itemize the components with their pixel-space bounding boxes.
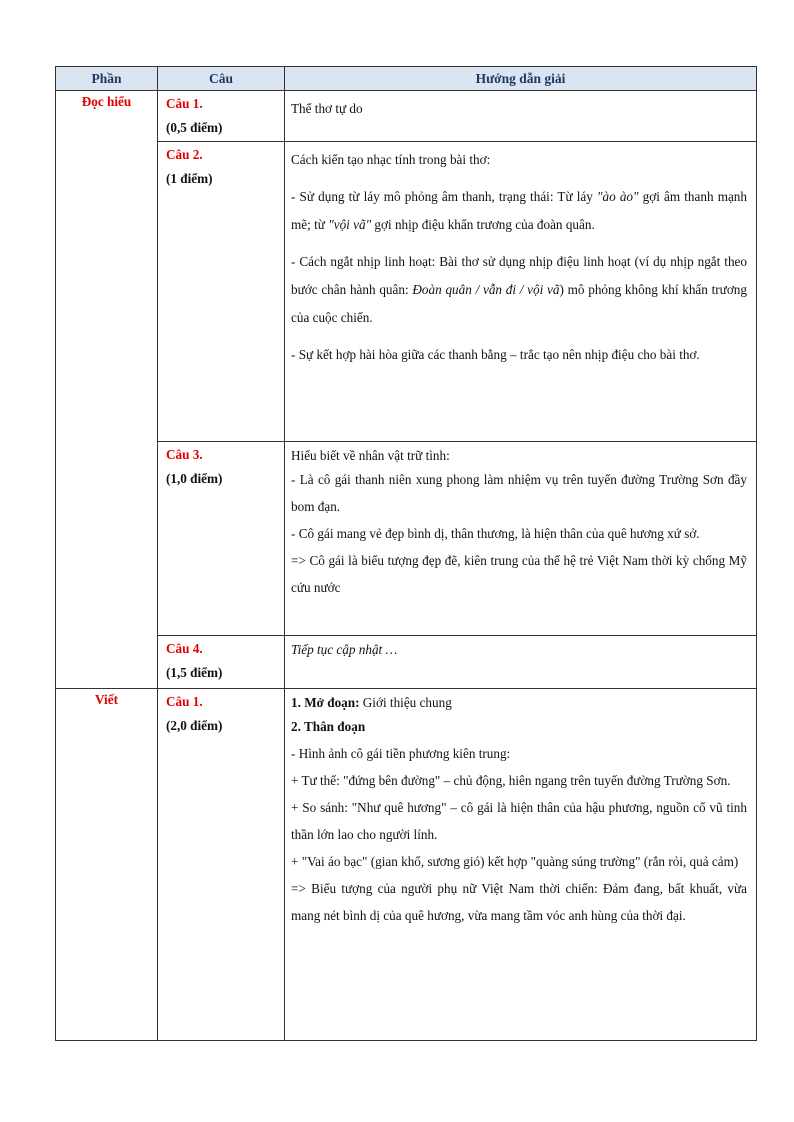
answer-bullet: - Sự kết hợp hài hòa giữa các thanh bằng – trắc tạo nên nhịp điệu cho bài thơ. xyxy=(291,347,700,362)
answer-line: Hiểu biết về nhân vật trữ tình: xyxy=(291,448,450,463)
answer-cell xyxy=(285,442,757,636)
question-number: Câu 3. xyxy=(166,447,203,462)
answer-cell xyxy=(285,91,757,142)
answer-line: => Biểu tượng của người phụ nữ Việt Nam thời chiến: Đảm đang, bất khuất, vừa mang nét bình dị của quê hương, vừa mang tầm vóc anh hùng của thời đại. xyxy=(291,881,747,923)
question-points: (1,0 điểm) xyxy=(166,471,223,486)
section-doc-hieu: Đọc hiểu xyxy=(56,91,158,689)
answer-cell xyxy=(285,142,757,442)
table-row xyxy=(56,142,757,442)
header-phan: Phần xyxy=(56,67,158,91)
question-points: (0,5 điểm) xyxy=(166,120,223,135)
question-points: (1,5 điểm) xyxy=(166,665,223,680)
answer-line: + So sánh: "Như quê hương" – cô gái là hiện thân của hậu phương, nguồn cổ vũ tinh thần lớn lao cho người lính. xyxy=(291,800,747,842)
answer-line: 2. Thân đoạn xyxy=(291,719,366,734)
header-cau: Câu xyxy=(158,67,285,91)
header-huong-dan: Hướng dẫn giải xyxy=(285,67,757,91)
question-cell xyxy=(158,636,285,689)
answer-table xyxy=(55,66,757,1041)
answer-line: - Cô gái mang vẻ đẹp bình dị, thân thương, là hiện thân của quê hương xứ sở. xyxy=(291,526,700,541)
answer-line: + Tư thế: "đứng bên đường" – chủ động, hiên ngang trên tuyến đường Trường Sơn. xyxy=(291,773,731,788)
section-viet: Viết xyxy=(56,689,158,1041)
question-points: (2,0 điểm) xyxy=(166,718,223,733)
answer-text: Tiếp tục cập nhật … xyxy=(291,642,398,657)
answer-bullet: - Sử dụng từ láy mô phỏng âm thanh, trạng thái: Từ láy "ào ào" gợi âm thanh mạnh mẽ; từ "vội vã" gợi nhịp điệu khẩn trương của đoàn quân. xyxy=(291,189,747,232)
question-cell xyxy=(158,91,285,142)
answer-line: + "Vai áo bạc" (gian khổ, sương gió) kết hợp "quàng súng trường" (rắn rỏi, quả cảm) xyxy=(291,854,739,869)
table-row xyxy=(56,636,757,689)
header-row xyxy=(56,67,757,91)
answer-text: Thể thơ tự do xyxy=(291,101,363,116)
answer-line: - Là cô gái thanh niên xung phong làm nhiệm vụ trên tuyến đường Trường Sơn đầy bom đạn. xyxy=(291,472,747,514)
answer-intro: Cách kiến tạo nhạc tính trong bài thơ: xyxy=(291,152,491,167)
question-number: Câu 1. xyxy=(166,694,203,709)
answer-cell xyxy=(285,689,757,1041)
table-row xyxy=(56,689,757,1041)
table-row xyxy=(56,91,757,142)
table-row xyxy=(56,442,757,636)
question-points: (1 điểm) xyxy=(166,171,213,186)
question-number: Câu 1. xyxy=(166,96,203,111)
answer-bullet: - Cách ngắt nhịp linh hoạt: Bài thơ sử dụng nhịp điệu linh hoạt (ví dụ nhịp ngắt theo bước chân hành quân: Đoàn quân / vẫn đi / vội vã) mô phỏng không khí khẩn trương của cuộc chiến. xyxy=(291,254,747,325)
question-cell xyxy=(158,442,285,636)
question-number: Câu 4. xyxy=(166,641,203,656)
answer-line: => Cô gái là biểu tượng đẹp đẽ, kiên trung của thế hệ trẻ Việt Nam thời kỳ chống Mỹ cứu nước xyxy=(291,553,747,595)
question-cell xyxy=(158,142,285,442)
answer-line: - Hình ảnh cô gái tiền phương kiên trung: xyxy=(291,746,511,761)
answer-line: 1. Mở đoạn: Giới thiệu chung xyxy=(291,695,452,710)
question-cell xyxy=(158,689,285,1041)
answer-cell xyxy=(285,636,757,689)
question-number: Câu 2. xyxy=(166,147,203,162)
